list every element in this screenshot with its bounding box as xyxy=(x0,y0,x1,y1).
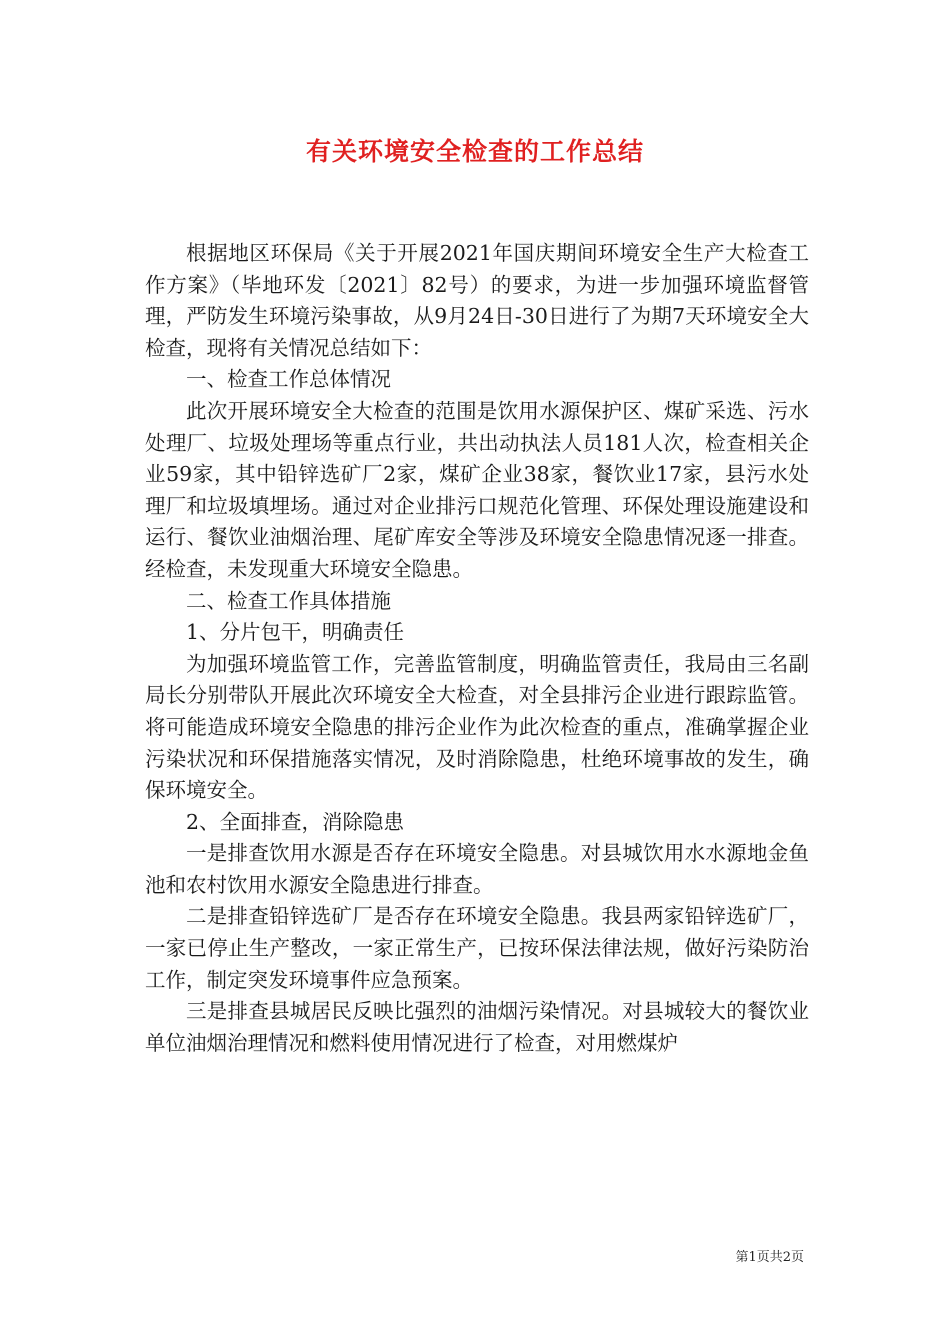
paragraph: 三是排查县城居民反映比强烈的油烟污染情况。对县城较大的餐饮业单位油烟治理情况和燃料使用情况进行了检查，对用燃煤炉 xyxy=(145,999,809,1055)
paragraph: 此次开展环境安全大检查的范围是饮用水源保护区、煤矿采选、污水处理厂、垃圾处理场等重点行业，共出动执法人员181人次，检查相关企业59家，其中铅锌选矿厂2家，煤矿企业38家，餐饮业17家，县污水处理厂和垃圾填埋场。通过对企业排污口规范化管理、环保处理设施建设和运行、餐饮业油烟治理、尾矿库安全等涉及环境安全隐患情况逐一排查。经检查，未发现重大环境安全隐患。 xyxy=(145,398,809,581)
paragraph: 一是排查饮用水源是否存在环境安全隐患。对县城饮用水水源地金鱼池和农村饮用水源安全隐患进行排查。 xyxy=(145,841,809,897)
paragraph: 根据地区环保局《关于开展2021年国庆期间环境安全生产大检查工作方案》（毕地环发〔2021〕82号）的要求，为进一步加强环境监督管理，严防发生环境污染事故，从9月24日-30日进行了为期7天环境安全大检查，现将有关情况总结如下： xyxy=(145,241,809,360)
section-heading: 一、检查工作总体情况 xyxy=(186,367,391,392)
page-number: 第1页共2页 xyxy=(735,1250,804,1265)
document-title: 有关环境安全检查的工作总结 xyxy=(305,137,644,166)
paragraph: 为加强环境监管工作，完善监管制度，明确监管责任，我局由三名副局长分别带队开展此次环境安全大检查，对全县排污企业进行跟踪监管。将可能造成环境安全隐患的排污企业作为此次检查的重点，准确掌握企业污染状况和环保措施落实情况，及时消除隐患，杜绝环境事故的发生，确保环境安全。 xyxy=(145,651,809,803)
subsection-heading: 2、全面排查，消除隐患 xyxy=(186,809,405,834)
section-heading: 二、检查工作具体措施 xyxy=(186,588,391,613)
document-body xyxy=(145,238,809,1059)
paragraph: 二是排查铅锌选矿厂是否存在环境安全隐患。我县两家铅锌选矿厂，一家已停止生产整改，一家正常生产，已按环保法律法规，做好污染防治工作，制定突发环境事件应急预案。 xyxy=(145,904,809,992)
subsection-heading: 1、分片包干，明确责任 xyxy=(186,620,405,645)
